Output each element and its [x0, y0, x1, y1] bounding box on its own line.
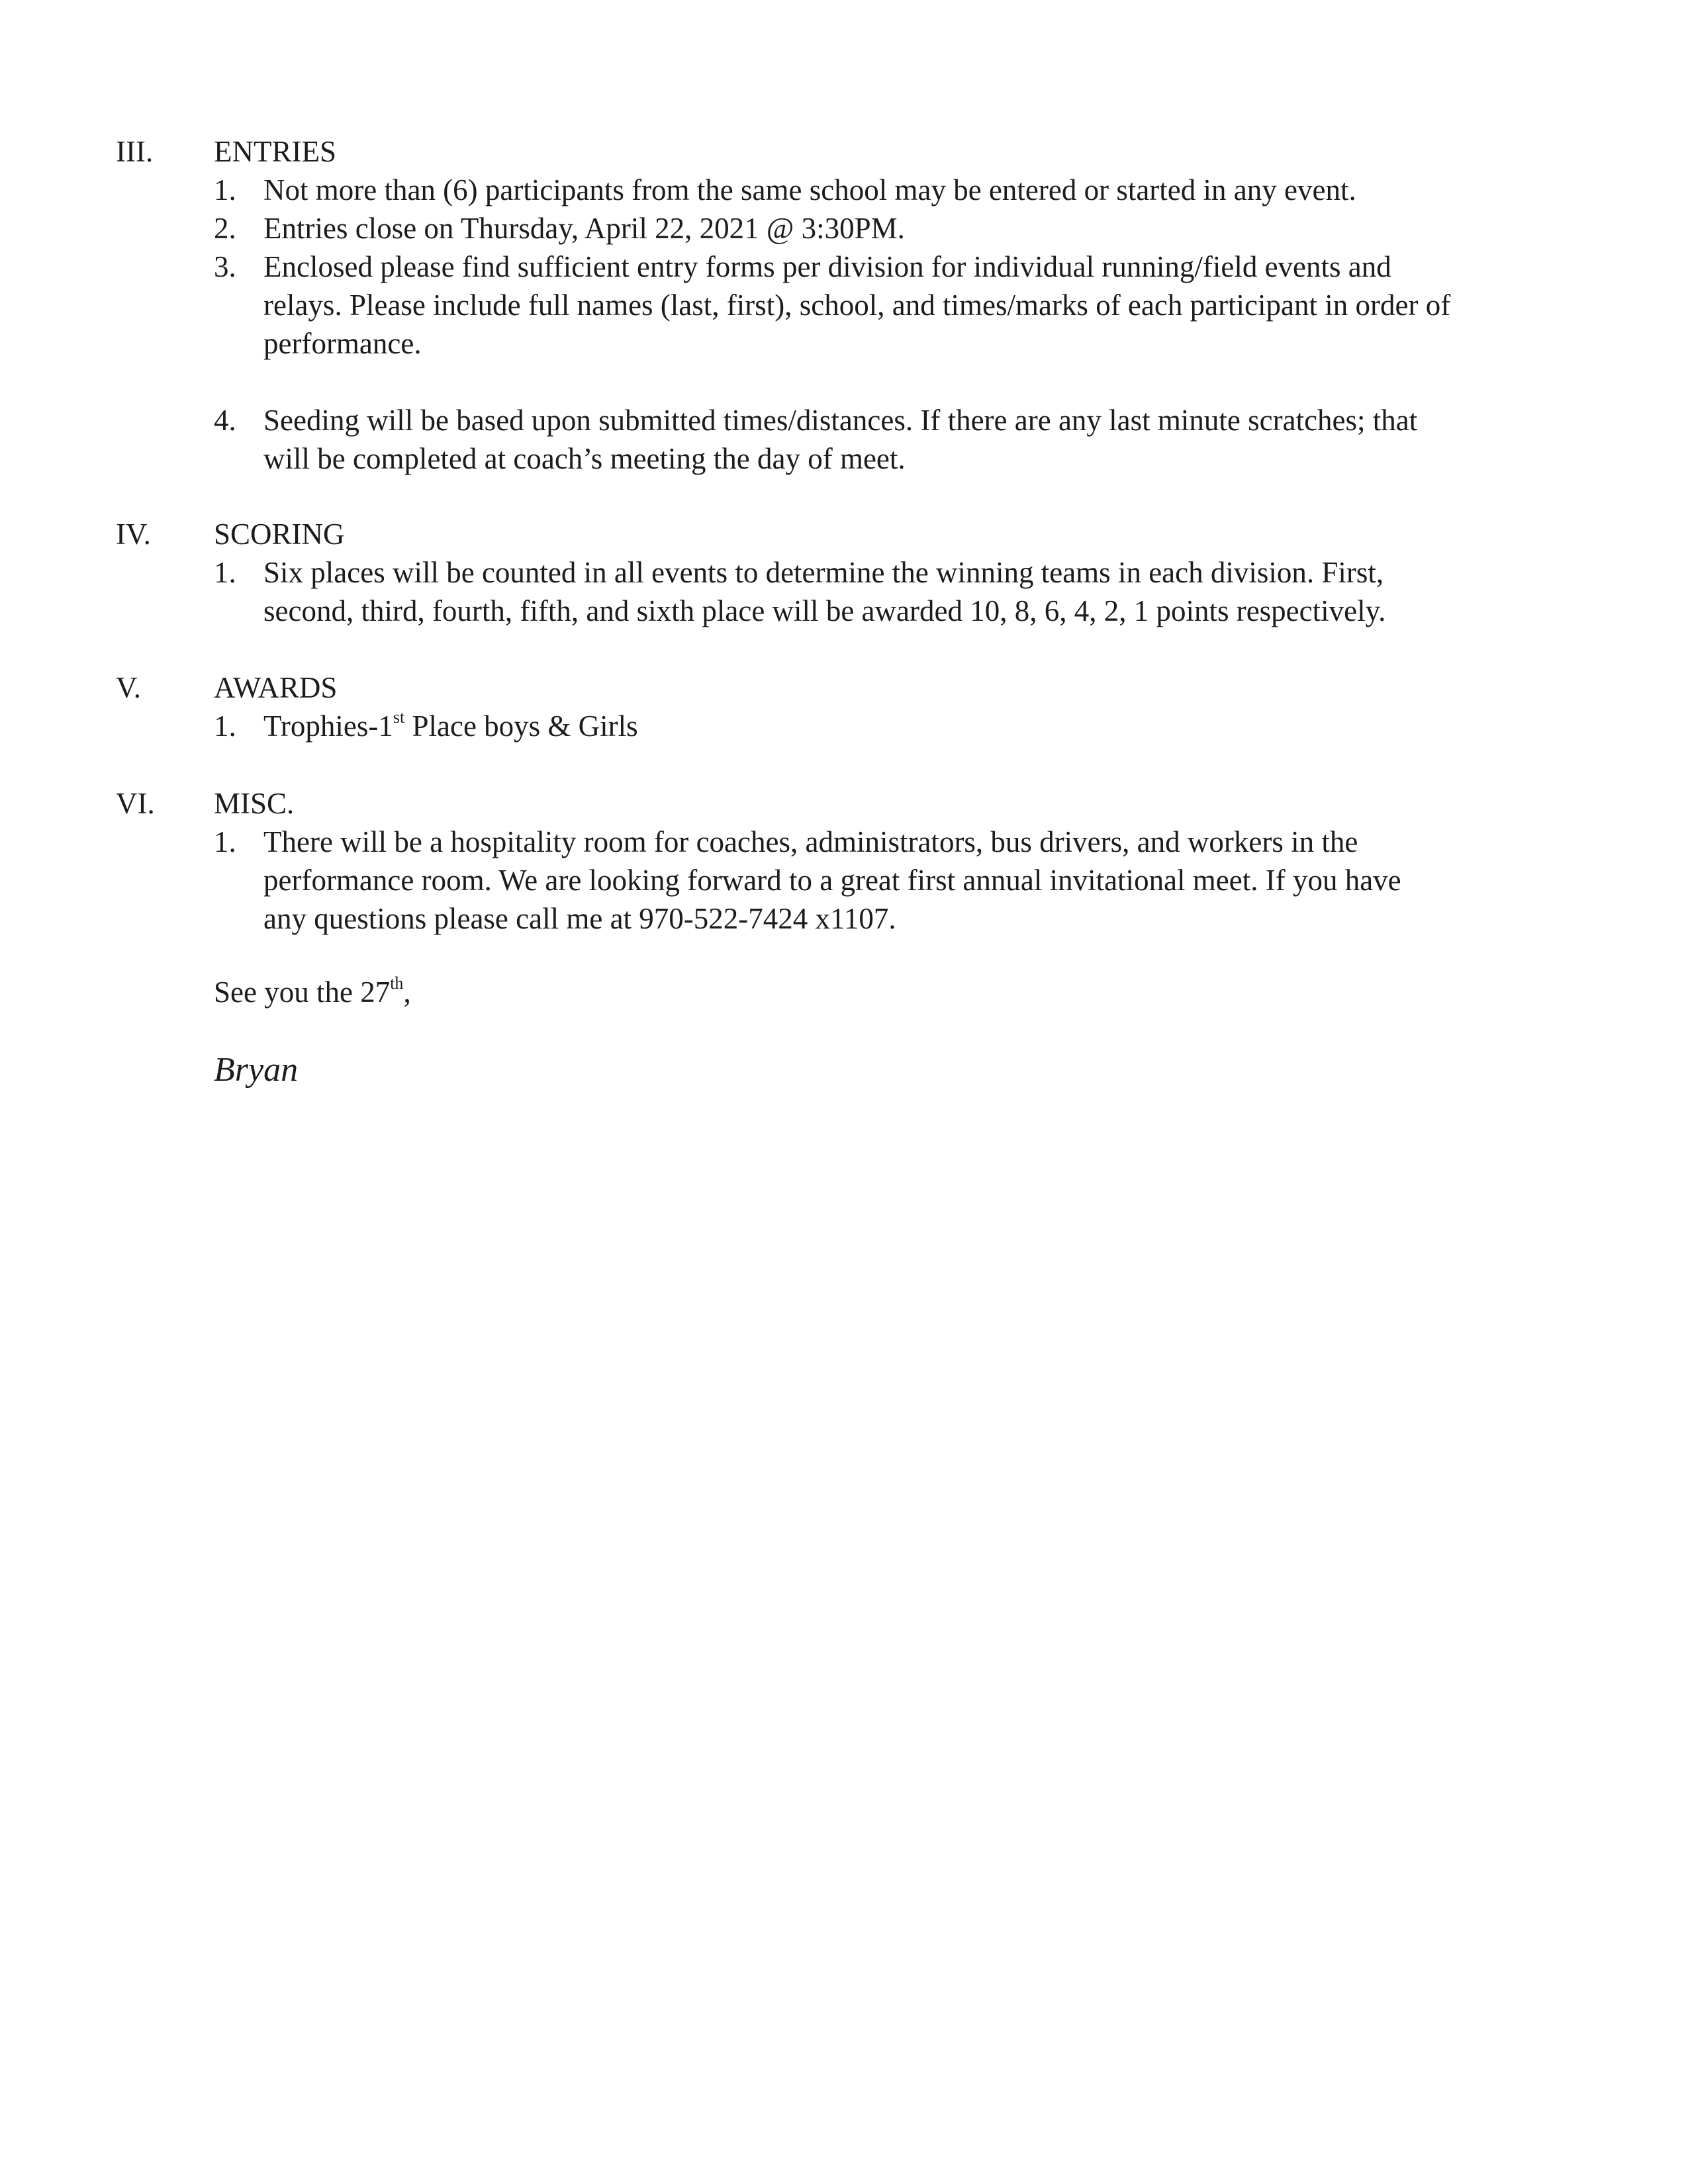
item-line: Not more than (6) participants from the same school may be entered or started in any event. — [263, 173, 1356, 206]
section-title: ENTRIES — [214, 135, 336, 168]
item-number: 1. — [214, 825, 236, 858]
item-text-after: Place boys & Girls — [404, 709, 638, 743]
item-number: 3. — [214, 250, 236, 283]
list-item — [0, 248, 1688, 363]
item-line: second, third, fourth, fifth, and sixth place will be awarded 10, 8, 6, 4, 2, 1 points respectively. — [263, 594, 1386, 627]
item-number: 1. — [214, 173, 236, 206]
list-item — [0, 171, 1688, 209]
list-item — [0, 209, 1688, 248]
ordinal-suffix: st — [393, 707, 405, 727]
closing-text-before: See you the 27 — [214, 976, 391, 1009]
item-line: There will be a hospitality room for coaches, administrators, bus drivers, and workers in the — [263, 825, 1358, 858]
item-line — [263, 707, 1607, 745]
section-numeral: IV. — [116, 518, 151, 551]
item-line: performance room. We are looking forward to a great first annual invitational meet. If you have — [263, 864, 1401, 897]
item-line: any questions please call me at 970-522-7424 x1107. — [263, 902, 896, 935]
section-title: AWARDS — [214, 671, 338, 704]
item-line: Six places will be counted in all events to determine the winning teams in each division. First, — [263, 556, 1384, 589]
section-title: MISC. — [214, 787, 295, 820]
item-line: relays. Please include full names (last, first), school, and times/marks of each participant in order of — [263, 289, 1451, 322]
item-line: performance. — [263, 327, 422, 360]
signature: Bryan — [214, 1051, 299, 1089]
list-item — [0, 707, 1688, 745]
item-line: will be completed at coach’s meeting the day of meet. — [263, 442, 906, 475]
section-numeral: III. — [116, 135, 154, 168]
section-numeral: VI. — [116, 787, 155, 820]
closing-line — [214, 973, 411, 1011]
item-line: Seeding will be based upon submitted times/distances. If there are any last minute scratches; that — [263, 404, 1418, 437]
item-number: 4. — [214, 404, 236, 437]
section-title: SCORING — [214, 518, 345, 551]
list-item — [0, 401, 1688, 478]
item-line: Enclosed please find sufficient entry forms per division for individual running/field events and — [263, 250, 1391, 283]
item-number: 1. — [214, 709, 236, 743]
section-numeral: V. — [116, 671, 141, 704]
list-item — [0, 553, 1688, 630]
item-line: Entries close on Thursday, April 22, 2021 @ 3:30PM. — [263, 212, 905, 245]
closing-text-after: , — [403, 976, 411, 1009]
list-item — [0, 823, 1688, 938]
item-text-before: Trophies-1 — [263, 709, 393, 743]
item-number: 2. — [214, 212, 236, 245]
ordinal-suffix: th — [390, 974, 404, 993]
item-number: 1. — [214, 556, 236, 589]
